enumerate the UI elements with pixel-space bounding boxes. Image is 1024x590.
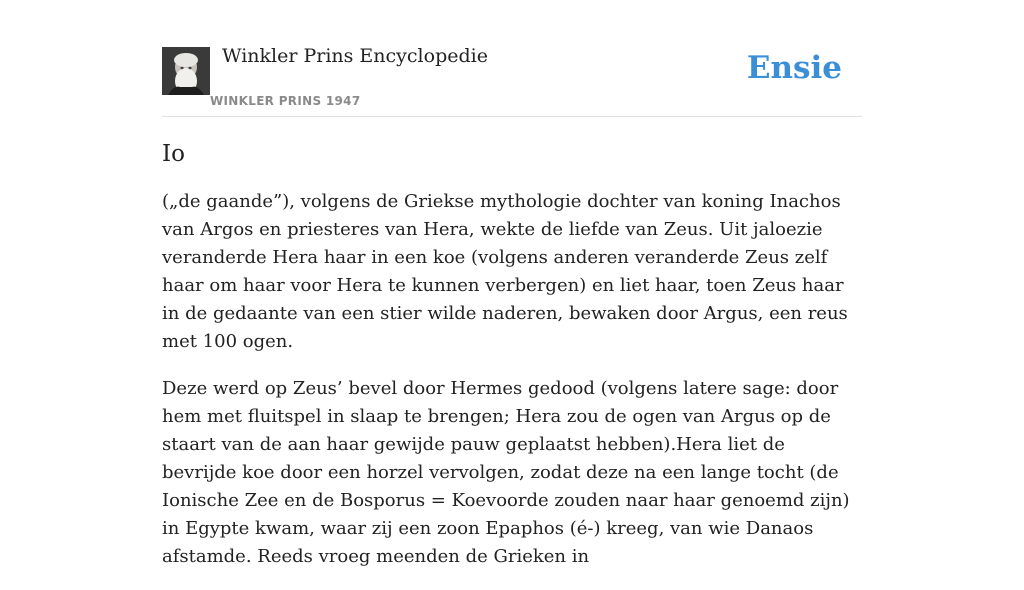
source-title[interactable]: Winkler Prins Encyclopedie [222,45,488,67]
source-subtitle[interactable]: WINKLER PRINS 1947 [210,94,361,108]
source-header [162,0,862,117]
article-paragraph: („de gaande”), volgens de Griekse mythologie dochter van koning Inachos van Argos en priesteres van Hera, wekte de liefde van Zeus. Uit jaloezie veranderde Hera haar in een koe (volgens anderen veranderde Zeus zelf haar om haar voor Hera te kunnen verbergen) en liet haar, toen Zeus haar in de gedaante van een stier wilde naderen, bewaken door Argus, een reus met 100 ogen. [162,191,848,352]
article-headword: Io [162,141,185,167]
source-avatar-icon[interactable] [162,47,210,95]
ensie-logo-link[interactable]: Ensie [746,50,842,86]
article-paragraph: Deze werd op Zeus’ bevel door Hermes gedood (volgens latere sage: door hem met fluitspel in slaap te brengen; Hera zou de ogen van Argus op de staart van de aan haar gewijde pauw geplaatst hebben).Hera liet de bevrijde koe door een horzel vervolgen, zodat deze na een lange tocht (de Ionische Zee en de Bosporus = Koevoorde zouden naar haar genoemd zijn) in Egypte kwam, waar zij een zoon Epaphos (é-) kreeg, van wie Danaos afstamde. Reeds vroeg meenden de Grieken in [162,378,850,567]
article [162,138,862,590]
